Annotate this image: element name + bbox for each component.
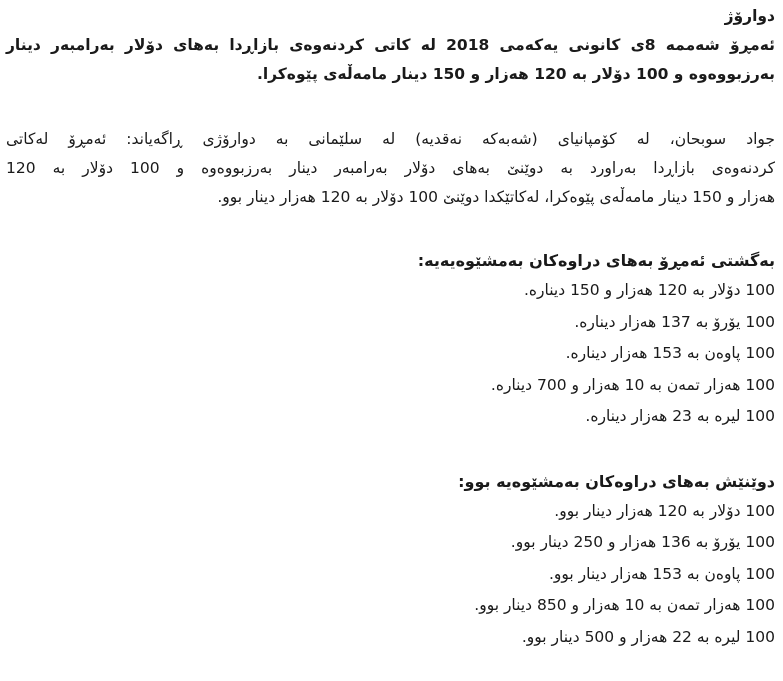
list-item: 100 یۆرۆ بە 137 هەزار دینارە. [574,312,775,331]
list-item: 100 هەزار تمەن بە 10 هەزار و 850 دینار بوو. [474,596,775,614]
list-item: 100 پاوەن بە 153 هەزار دینارە. [565,344,775,362]
list-item: 100 لیرە بە 23 هەزار دینارە. [585,407,775,425]
article-page [0,2,783,681]
list-item: 100 یۆرۆ بە 136 هەزار و 250 دینار بوو. [510,533,775,551]
paragraph-spacer [6,89,775,125]
list-item: 100 دۆلار بە 120 هەزار دینار بوو. [554,501,775,520]
body-line-3: هەزار و 150 دینار مامەڵەی پێوەكرا، لەكاتێكدا دوێنێ 100 دۆلار بە 120 هەزار دینار بوو. [217,188,775,206]
list-item: 100 پاوەن بە 153 هەزار دینار بوو. [548,564,775,583]
body-line-1: جواد سوبحان، لە كۆمپانیای (شەبەكە نەقدیە) لە سلێمانی بە دوارۆژی ڕاگەیاند: ئەمڕۆ لەكاتی [6,130,775,148]
list-item: 100 دۆلار بە 120 هەزار و 150 دینارە. [523,281,775,299]
yesterday-rates-heading: دوێنێش بەهای دراوەكان بەمشێوەیە بوو: [458,471,775,491]
section-spacer [6,212,775,244]
list-item: 100 لیرە بە 22 هەزار و 500 دینار بوو. [521,627,775,646]
lead-line-2: بەرزبووەوە و 100 دۆلار بە 120 هەزار و 150 دینار مامەڵەی پێوەكرا. [256,65,775,83]
today-rates-heading: بەگشتی ئەمڕۆ بەهای دراوەكان بەمشێوەیەیە: [417,251,775,270]
section-spacer [6,433,775,465]
article-title: دوارۆژ [724,7,775,25]
lead-line-1: ئەمڕۆ شەممە 8ی كانونی یەكەمی 2018 لە كاتی كردنەوەی بازاڕدا بەهای دۆلار بەرامبەر دینار [6,36,775,54]
list-item: 100 هەزار تمەن بە 10 هەزار و 700 دینارە. [490,375,775,394]
body-line-2: كردنەوەی بازاڕدا بەراورد بە دوێنێ بەهای دۆلار بەرامبەر دینار بەرزبووەوە و 100 دۆلار بە 120 [6,159,775,177]
